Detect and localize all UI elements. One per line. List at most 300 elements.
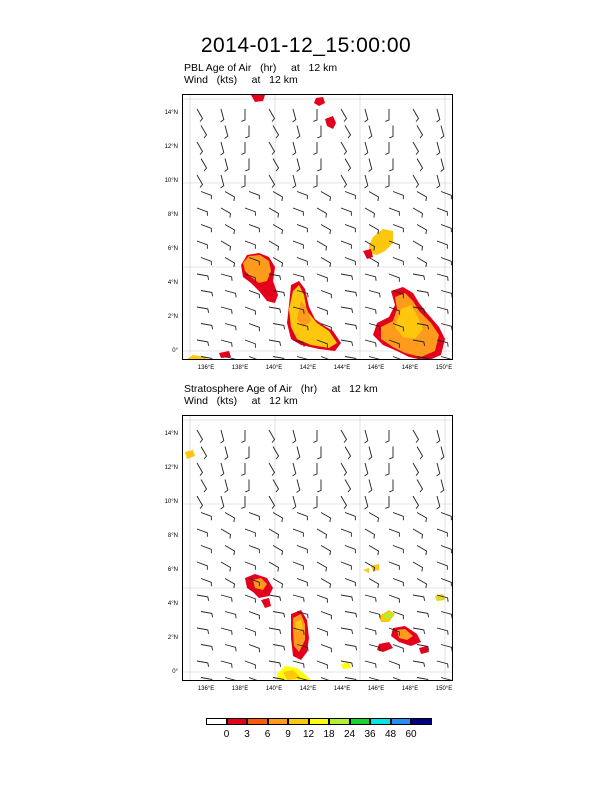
wind-barb [321, 291, 331, 299]
wind-barb [441, 612, 452, 619]
colorbar-swatch [206, 718, 227, 725]
wind-barb [269, 463, 275, 476]
wind-barb [385, 142, 389, 154]
wind-barb [321, 258, 331, 268]
wind-barb [225, 126, 228, 139]
wind-barb [389, 529, 399, 537]
colorbar [206, 718, 432, 725]
wind-barb [225, 291, 236, 298]
wind-barb [389, 208, 399, 216]
wind-barb [341, 562, 351, 570]
wind-barb [365, 430, 368, 443]
colorbar-label: 48 [384, 729, 397, 740]
wind-barb [317, 159, 321, 171]
wind-barb [417, 159, 423, 172]
wind-barb [417, 447, 423, 460]
wind-barb [197, 595, 209, 601]
colorbar-swatch [268, 718, 289, 725]
wind-barb [249, 192, 259, 200]
wind-barb [365, 175, 368, 188]
panel1-wind-label: Wind (kts) at 12 km [184, 74, 298, 86]
wind-barb [241, 430, 245, 442]
wind-barb [221, 463, 224, 476]
wind-barb [437, 430, 440, 443]
wind-barb [417, 291, 429, 297]
wind-barb [317, 274, 327, 282]
wind-barb [369, 126, 372, 139]
wind-barb [441, 258, 451, 266]
wind-barb [197, 529, 207, 537]
wind-barb [321, 579, 331, 589]
wind-barb [345, 645, 357, 651]
wind-barb [385, 430, 389, 442]
wind-barb [441, 357, 452, 361]
wind-barb [369, 612, 380, 619]
latitude-tick-label: 0° [172, 669, 178, 675]
wind-barb [393, 225, 403, 233]
panel2-wind-label: Wind (kts) at 12 km [184, 395, 298, 407]
wind-barb [369, 579, 379, 589]
wind-barb [341, 430, 347, 443]
wind-barb [441, 225, 451, 233]
wind-barb [413, 142, 419, 155]
wind-barb [197, 241, 207, 249]
wind-barb [197, 562, 207, 570]
wind-barb [293, 595, 304, 602]
longitude-tick-label: 140°E [265, 365, 283, 371]
wind-barb [437, 463, 440, 476]
wind-barb [221, 595, 232, 602]
wind-barb [317, 208, 327, 218]
wind-barb [297, 159, 300, 172]
wind-barb [341, 208, 351, 216]
wind-barb [341, 109, 347, 122]
longitude-tick-label: 148°E [401, 365, 419, 371]
wind-barb [393, 678, 403, 682]
wind-barb [197, 274, 209, 280]
wind-barb [225, 546, 235, 556]
wind-barb [345, 159, 351, 172]
pbl-age-map-panel [182, 94, 453, 360]
wind-barb [365, 628, 376, 635]
wind-barb [345, 357, 357, 361]
wind-barb [201, 480, 207, 493]
wind-barb [437, 628, 448, 635]
latitude-tick-label: 8°N [167, 212, 178, 218]
colorbar-swatch [288, 718, 309, 725]
panel2-field-label: Stratosphere Age of Air (hr) at 12 km [184, 383, 378, 395]
wind-barb [245, 628, 255, 636]
wind-barb [313, 430, 317, 442]
panel1-field-label: PBL Age of Air (hr) at 12 km [184, 62, 338, 74]
wind-barb [389, 274, 399, 282]
wind-barb [413, 496, 419, 509]
wind-barb [241, 142, 245, 154]
wind-barb [293, 175, 296, 188]
wind-barb [269, 562, 279, 572]
wind-barb [417, 192, 427, 202]
latitude-tick-label: 14°N [164, 110, 178, 116]
wind-barb [393, 192, 403, 200]
wind-barb [413, 529, 423, 539]
wind-barb [441, 579, 451, 587]
wind-barb [345, 612, 357, 618]
wind-barb [321, 192, 331, 202]
wind-barb [249, 645, 259, 653]
plot-title: 2014-01-12_15:00:00 [200, 34, 412, 57]
wind-barb [245, 562, 255, 570]
wind-barb [417, 258, 427, 268]
wind-barb [201, 291, 213, 297]
colorbar-label: 36 [364, 729, 376, 740]
wind-barb [249, 678, 259, 682]
wind-barb [321, 513, 331, 523]
wind-barb [273, 579, 283, 589]
wind-barb [293, 142, 296, 155]
wind-barb [345, 579, 355, 587]
wind-barb [413, 562, 423, 572]
colorbar-label: 18 [323, 729, 335, 740]
wind-barb [341, 175, 347, 188]
wind-barb [369, 192, 379, 202]
wind-barb [221, 562, 231, 572]
wind-barb [417, 126, 423, 139]
latitude-tick-label: 6°N [167, 246, 178, 252]
wind-barb [317, 628, 327, 636]
wind-barb [413, 241, 423, 251]
wind-barb [365, 208, 375, 218]
longitude-tick-label: 138°E [231, 686, 249, 692]
wind-barb [345, 291, 357, 297]
wind-barb [313, 142, 317, 154]
wind-barb [221, 109, 224, 122]
colorbar-label: 3 [244, 729, 250, 740]
wind-barb [225, 192, 235, 202]
wind-barb [365, 274, 376, 281]
wind-barb [245, 595, 255, 603]
latitude-tick-label: 14°N [164, 431, 178, 437]
wind-barb [365, 142, 368, 155]
wind-barb [197, 340, 209, 346]
wind-barb [197, 109, 203, 122]
longitude-tick-label: 144°E [333, 365, 351, 371]
wind-barb [345, 126, 351, 139]
wind-barb [345, 258, 355, 266]
wind-barb [365, 463, 368, 476]
wind-barb [273, 546, 283, 556]
colorbar-label: 6 [264, 729, 271, 740]
wind-barb [273, 159, 279, 172]
wind-barb [317, 447, 321, 459]
wind-barb [369, 513, 379, 523]
latitude-tick-label: 10°N [164, 499, 178, 505]
wind-barb [317, 241, 327, 251]
wind-barb [273, 258, 283, 268]
wind-barb [201, 126, 207, 139]
latitude-tick-label: 0° [172, 348, 178, 354]
wind-barb [321, 612, 331, 620]
latitude-tick-label: 2°N [167, 635, 178, 641]
wind-barb [417, 579, 427, 589]
wind-barb [201, 612, 213, 618]
wind-barb [365, 496, 368, 509]
colorbar-label: 12 [302, 729, 315, 740]
wind-barb [297, 258, 307, 266]
wind-barb [389, 159, 393, 171]
wind-barb [437, 109, 440, 122]
wind-barb [389, 447, 393, 459]
stratosphere-age-map-panel [182, 415, 453, 681]
wind-barb [313, 496, 317, 508]
longitude-tick-label: 140°E [265, 686, 283, 692]
wind-barb [225, 324, 236, 331]
wind-barb [321, 645, 331, 653]
wind-barb [341, 529, 351, 537]
wind-barb [437, 661, 448, 668]
wind-barb [393, 579, 403, 587]
wind-barb [297, 579, 307, 587]
wind-barb [273, 192, 283, 202]
wind-barb [393, 546, 403, 554]
wind-barb [225, 159, 228, 172]
longitude-tick-label: 150°E [435, 686, 453, 692]
longitude-tick-label: 146°E [367, 686, 385, 692]
wind-barb [293, 274, 304, 281]
wind-barb [441, 447, 444, 460]
colorbar-swatch [391, 718, 412, 725]
wind-barb [249, 357, 259, 361]
wind-barb [249, 291, 259, 299]
wind-barb [221, 274, 232, 281]
wind-barb [437, 496, 440, 509]
wind-barb [197, 661, 209, 667]
latitude-tick-label: 4°N [167, 601, 178, 607]
wind-barb [201, 225, 211, 233]
wind-barb [273, 126, 279, 139]
wind-barb [245, 208, 255, 216]
wind-barb [441, 546, 451, 554]
stratosphere-age-shading [185, 450, 445, 681]
wind-barb [369, 225, 379, 235]
wind-barb [441, 324, 452, 331]
wind-barb [321, 678, 331, 682]
wind-barb [389, 562, 399, 570]
wind-barb [225, 225, 235, 235]
wind-barb [269, 496, 275, 509]
wind-barb [317, 529, 327, 539]
wind-barb [221, 496, 224, 509]
wind-barb [297, 480, 300, 493]
wind-barb [293, 241, 303, 249]
wind-barb [345, 678, 357, 682]
wind-barb [269, 109, 275, 122]
wind-barb [437, 562, 447, 570]
wind-barb [225, 513, 235, 523]
wind-barb [365, 340, 376, 347]
wind-barb [269, 208, 279, 218]
wind-barb [197, 307, 209, 313]
wind-barb [369, 678, 380, 682]
latitude-tick-label: 10°N [164, 178, 178, 184]
wind-barb [413, 595, 425, 601]
wind-barb [413, 109, 419, 122]
wind-barb [245, 447, 249, 459]
wind-barb [221, 628, 232, 635]
wind-barb [441, 159, 444, 172]
wind-barb [221, 175, 224, 188]
wind-barb [221, 307, 232, 314]
wind-barb [293, 208, 303, 216]
wind-barb [441, 126, 444, 139]
wind-barb [313, 109, 317, 121]
wind-barb [369, 357, 380, 361]
wind-barb [201, 192, 211, 200]
wind-barb [321, 225, 331, 235]
wind-barb [197, 430, 203, 443]
wind-barb [317, 595, 327, 603]
wind-barb [269, 430, 275, 443]
wind-barb [385, 496, 389, 508]
wind-barb [269, 529, 279, 539]
wind-barb [341, 274, 353, 280]
wind-barb [297, 357, 308, 361]
wind-barb [317, 480, 321, 492]
wind-barb [413, 274, 425, 280]
wind-barb [441, 291, 452, 298]
wind-barb [241, 463, 245, 475]
wind-barb [441, 480, 444, 493]
wind-barb [341, 142, 347, 155]
wind-barb [245, 480, 249, 492]
wind-barb [341, 463, 347, 476]
wind-barb [201, 678, 213, 682]
wind-barb [365, 661, 376, 668]
wind-barb [221, 529, 231, 539]
wind-barb [385, 463, 389, 475]
wind-barb [293, 430, 296, 443]
wind-barb [197, 175, 203, 188]
wind-barb [241, 109, 245, 121]
wind-barb [293, 562, 303, 570]
wind-barb [365, 595, 376, 602]
colorbar-swatch [350, 718, 371, 725]
latitude-tick-label: 6°N [167, 567, 178, 573]
wind-barb [297, 546, 307, 554]
wind-barb [297, 513, 307, 521]
wind-barb [413, 463, 419, 476]
wind-barb [441, 192, 451, 200]
wind-barb [221, 340, 232, 347]
longitude-tick-label: 138°E [231, 365, 249, 371]
longitude-tick-label: 142°E [299, 365, 317, 371]
longitude-tick-label: 146°E [367, 365, 385, 371]
wind-barb [197, 463, 203, 476]
wind-barb [341, 595, 353, 601]
wind-barb [273, 513, 283, 523]
wind-barb [317, 126, 321, 138]
wind-barb [437, 241, 447, 249]
wind-barb [225, 612, 236, 619]
longitude-tick-label: 142°E [299, 686, 317, 692]
wind-barb [273, 225, 283, 235]
wind-barb [345, 480, 351, 493]
stratosphere-age-map-canvas [183, 416, 453, 681]
wind-barb [341, 496, 347, 509]
colorbar-swatch [329, 718, 350, 725]
colorbar-swatch [247, 718, 268, 725]
wind-barb [225, 678, 236, 682]
wind-barb [249, 546, 259, 554]
wind-barb [249, 324, 259, 332]
pbl-age-map-canvas [183, 95, 453, 360]
wind-barb [249, 225, 259, 233]
wind-barb [345, 324, 357, 330]
wind-barb [441, 513, 451, 521]
wind-barb [369, 159, 372, 172]
wind-barb [385, 175, 389, 187]
wind-barb [249, 513, 259, 521]
wind-barb [341, 340, 353, 346]
wind-barb [241, 496, 245, 508]
latitude-tick-label: 4°N [167, 280, 178, 286]
wind-barb [321, 546, 331, 556]
wind-barb [269, 175, 275, 188]
wind-barb [437, 274, 448, 281]
wind-barb [245, 661, 255, 669]
wind-barb [201, 579, 211, 587]
wind-barb [365, 109, 368, 122]
wind-barb [225, 645, 236, 652]
wind-barb [225, 480, 228, 493]
wind-barb [245, 529, 255, 537]
wind-barb [365, 529, 375, 539]
wind-barb [417, 225, 427, 235]
wind-barb [345, 513, 355, 521]
wind-barb [389, 661, 399, 669]
wind-barb [365, 307, 376, 314]
wind-barb [197, 142, 203, 155]
wind-barb [221, 142, 224, 155]
wind-barb [269, 241, 279, 251]
wind-barb [313, 175, 317, 187]
wind-barb [417, 678, 429, 682]
wind-barb [437, 142, 440, 155]
wind-barb [393, 612, 403, 620]
latitude-tick-label: 12°N [164, 144, 178, 150]
wind-barb [413, 430, 419, 443]
wind-barb [293, 661, 304, 668]
colorbar-swatch [227, 718, 248, 725]
colorbar-label: 9 [285, 729, 291, 740]
wind-barb [369, 480, 372, 493]
wind-barb [317, 562, 327, 572]
wind-barb [221, 208, 231, 218]
wind-barb [437, 307, 448, 314]
wind-barb [225, 258, 235, 268]
wind-barb [437, 175, 440, 188]
wind-barb [313, 463, 317, 475]
wind-barb [269, 142, 275, 155]
wind-barb [345, 546, 355, 554]
wind-barb [393, 258, 403, 266]
wind-barb [417, 513, 427, 523]
wind-barb [293, 463, 296, 476]
wind-barb [201, 258, 211, 266]
wind-barb [369, 291, 380, 298]
wind-barb [413, 208, 423, 218]
wind-barb [201, 447, 207, 460]
wind-barb [413, 661, 425, 667]
